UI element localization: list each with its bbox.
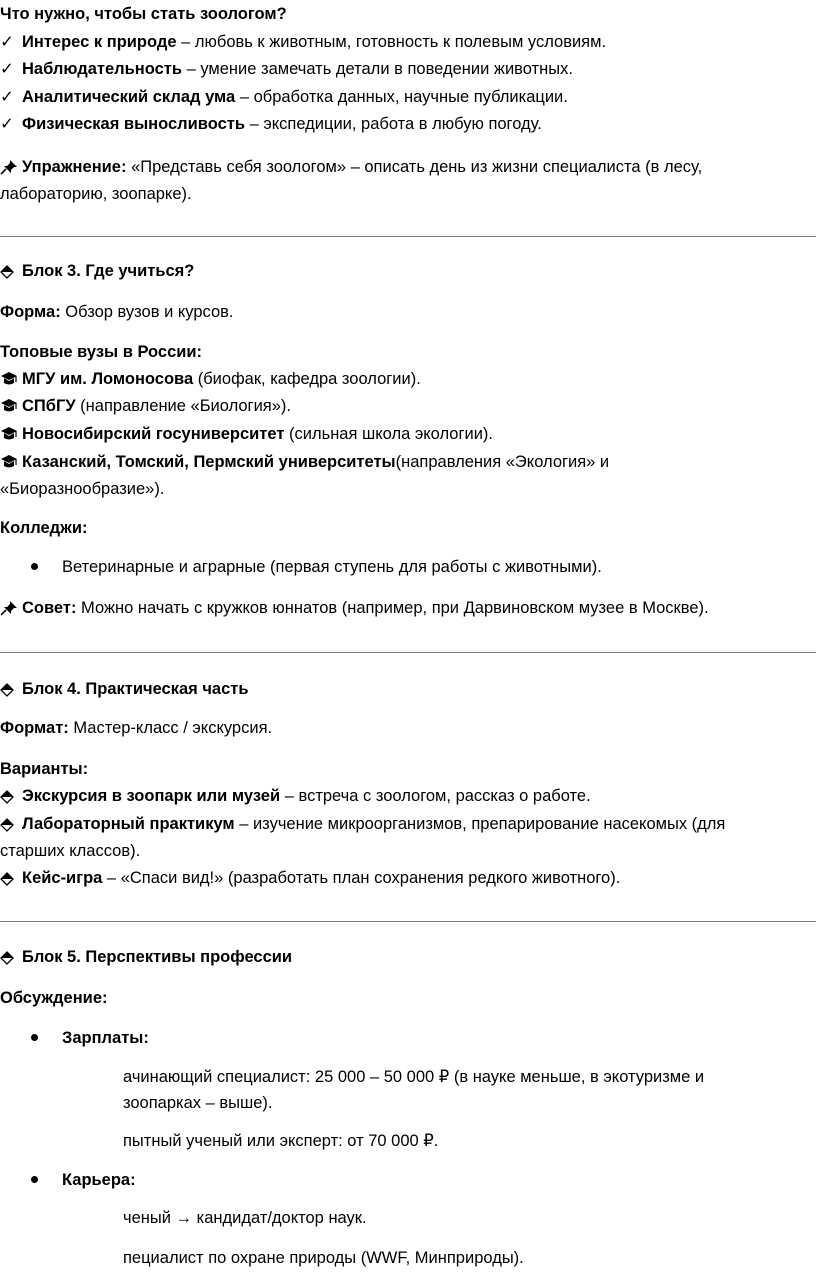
graduation-cap-icon [0, 394, 22, 418]
diamond-icon [0, 259, 22, 283]
section-divider [0, 652, 816, 653]
salary-line: пытный ученый или эксперт: от 70 000 ₽. [123, 1132, 439, 1150]
variant-item: Лабораторный практикум – изучение микроорганизмов, препарирование насекомых (для [0, 812, 725, 836]
checkmark-icon: ✓ [0, 88, 14, 106]
checkmark-icon: ✓ [0, 33, 14, 51]
block-heading: Блок 4. Практическая часть [0, 677, 249, 701]
section-divider [0, 236, 816, 237]
tip-line: Совет: Можно начать с кружков юннатов (например, при Дарвиновском музее в Москве). [0, 596, 709, 620]
form-line: Форма: Обзор вузов и курсов. [0, 303, 234, 321]
bullet-icon [31, 1034, 38, 1041]
diamond-icon [0, 866, 22, 890]
format-line: Формат: Мастер-класс / экскурсия. [0, 719, 273, 737]
colleges-label: Колледжи: [0, 519, 88, 537]
pushpin-icon [0, 596, 22, 620]
block-heading: Блок 5. Перспективы профессии [0, 945, 292, 969]
quality-item: ✓ Интерес к природе – любовь к животным, готовность к полевым условиям. [0, 30, 606, 54]
university-item: СПбГУ (направление «Биология»). [0, 394, 291, 418]
checkmark-icon: ✓ [0, 115, 14, 133]
graduation-cap-icon [0, 367, 22, 391]
variant-item: Экскурсия в зоопарк или музей – встреча с зоологом, рассказ о работе. [0, 784, 591, 808]
bullet-icon [31, 1176, 38, 1183]
bullet-icon [31, 563, 38, 570]
career-line: ченый → кандидат/доктор наук. [123, 1209, 367, 1227]
career-line: пециалист по охране природы (WWF, Минприроды). [123, 1249, 524, 1267]
salary-line: ачинающий специалист: 25 000 – 50 000 ₽ (в науке меньше, в экотуризме и [123, 1068, 705, 1086]
diamond-icon [0, 812, 22, 836]
quality-item: ✓ Наблюдательность – умение замечать детали в поведении животных. [0, 57, 573, 81]
diamond-icon [0, 677, 22, 701]
exercise-paragraph: Упражнение: «Представь себя зоологом» – описать день из жизни специалиста (в лесу, лабораторию, зоопарке). [0, 154, 790, 208]
section-divider [0, 921, 816, 922]
diamond-icon [0, 945, 22, 969]
career-label: Карьера: [62, 1171, 136, 1189]
discussion-label: Обсуждение: [0, 989, 108, 1007]
salary-line-continued: зоопарках – выше). [123, 1094, 273, 1112]
salaries-label: Зарплаты: [62, 1029, 149, 1047]
checkmark-icon: ✓ [0, 60, 14, 78]
section-heading: Что нужно, чтобы стать зоологом? [0, 5, 287, 23]
university-item: Казанский, Томский, Пермский университеты(направления «Экология» и [0, 450, 609, 474]
top-universities-label: Топовые вузы в России: [0, 343, 203, 361]
variants-label: Варианты: [0, 760, 89, 778]
variant-item: Кейс-игра – «Спаси вид!» (разработать план сохранения редкого животного). [0, 866, 620, 890]
university-item: Новосибирский госуниверситет (сильная школа экологии). [0, 422, 493, 446]
university-item-continued: «Биоразнообразие»). [0, 480, 165, 498]
quality-item: ✓ Аналитический склад ума – обработка данных, научные публикации. [0, 85, 568, 109]
pushpin-icon [0, 154, 22, 181]
diamond-icon [0, 784, 22, 808]
graduation-cap-icon [0, 422, 22, 446]
colleges-item: Ветеринарные и аграрные (первая ступень для работы с животными). [62, 558, 602, 576]
variant-item-continued: старших классов). [0, 842, 141, 860]
graduation-cap-icon [0, 450, 22, 474]
quality-item: ✓ Физическая выносливость – экспедиции, работа в любую погоду. [0, 112, 542, 136]
block-heading: Блок 3. Где учиться? [0, 259, 194, 283]
university-item: МГУ им. Ломоносова (биофак, кафедра зоологии). [0, 367, 421, 391]
